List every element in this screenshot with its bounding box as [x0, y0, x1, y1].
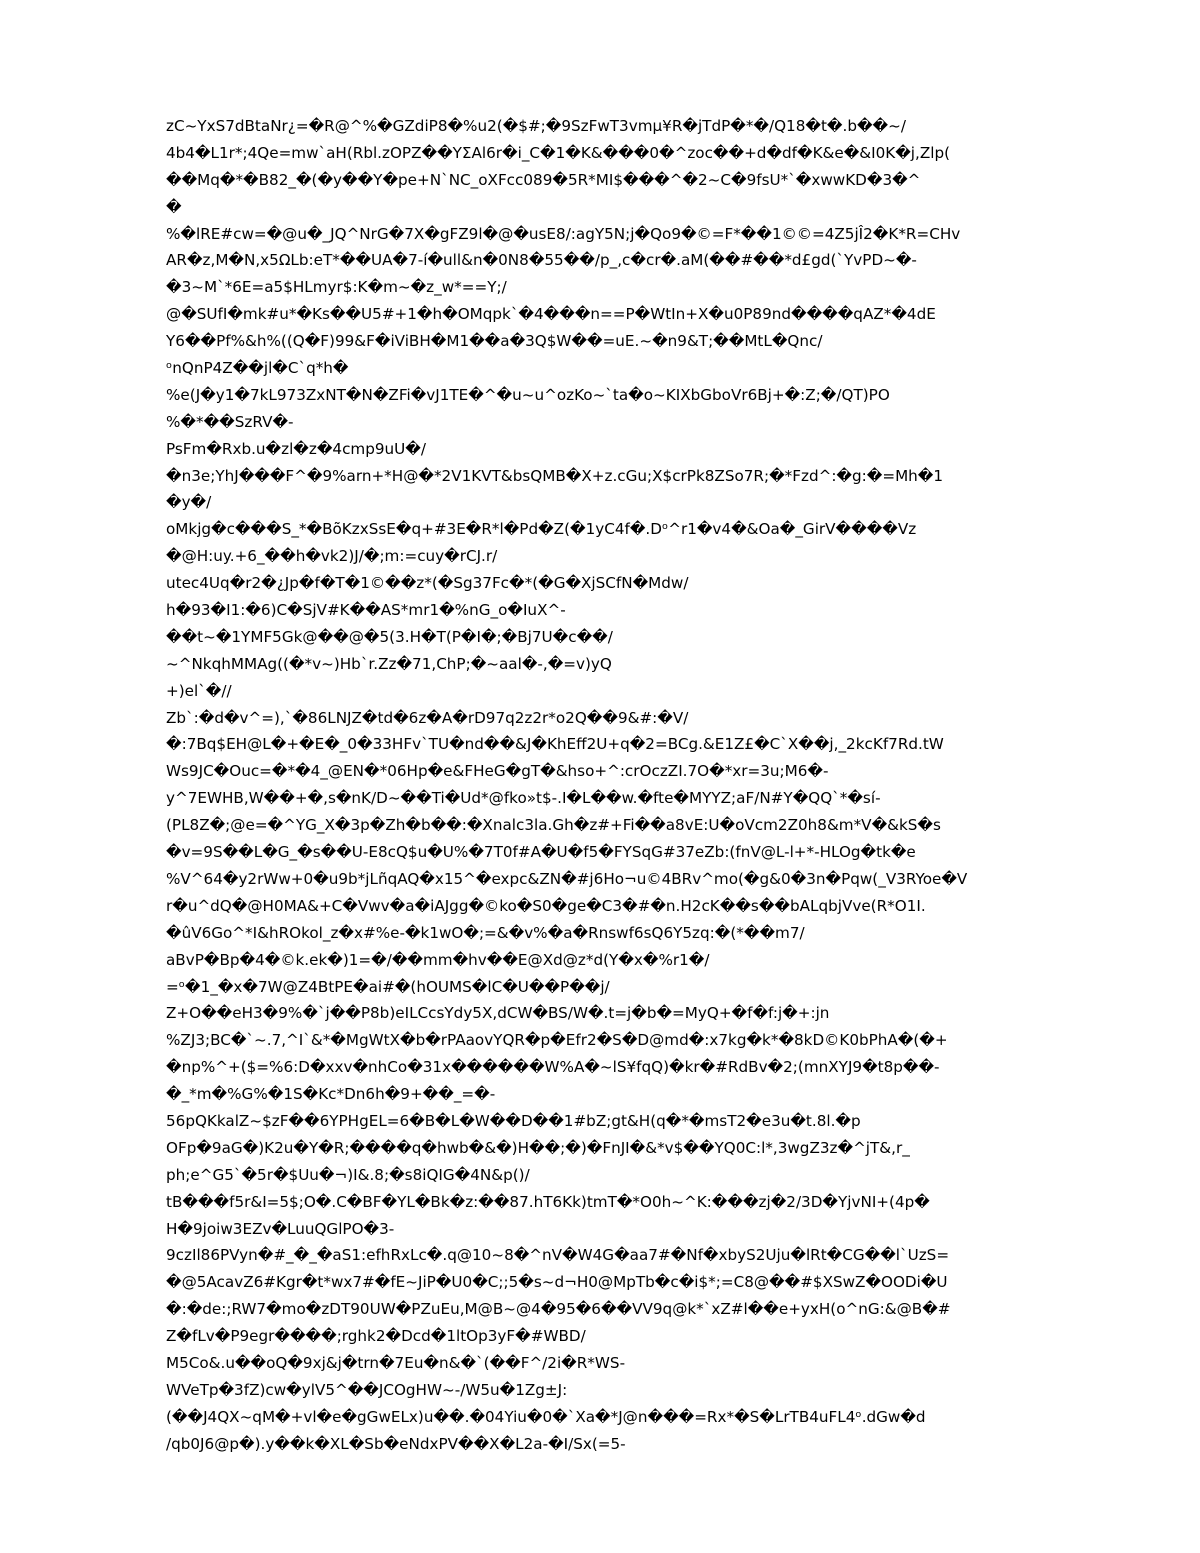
text-line: y^7EWHB,W��+�,s�nK/D~��Ti�Ud*@fko»t$-.I�L��w.�fte�MYYZ;aF/N#Y�QQ`*�sí- — [166, 789, 881, 808]
text-line: Y6��Pf%&h%((Q�F)99&F�iViBH�M1��a�3Q$W��=uE.~�n9&T;��MtL�Qnc/ — [166, 332, 823, 351]
text-line: %�*��SzRV�- — [166, 412, 294, 431]
text-line: h�93�I1:�6)C�SjV#K��AS*mr1�%nG_o�IuX^- — [166, 601, 566, 620]
text-line: r�u^dQ�@H0MA&+C�Vwv�a�iAJgg�©ko�S0�ge�C3�#�n.H2cK��s��bALqbjVve(R*O1I. — [166, 896, 926, 915]
text-line: %V^64�y2rWw+0�u9b*jLñqAQ�x15^�expc&ZN�#j6Ho¬u©4BRv^mo(�g&0�3n�Pqw(_V3RYoe�V — [166, 869, 968, 888]
text-line: WVeTp�3fZ)cw�ylV5^��JCOgHW~-/W5u�1Zg±J: — [166, 1380, 568, 1399]
text-line: �3~M`*6E=a5$HLmyr$:K�m~�z_w*==Y;/ — [166, 278, 507, 297]
text-line: M5Co&.u��oQ�9xj&j�trn�7Eu�n&�`(��F^/2i�R*WS- — [166, 1353, 626, 1372]
text-line: 4b4�L1r*;4Qe=mw`aH(Rbl.zOPZ��YΣAl6r�i_C�1�K&���0�^zoc��+d�df�K&e�&I0K�j,Zlp( — [166, 143, 951, 162]
text-line: �:�de:;RW7�mo�zDT90UW�PZuEu,M@B~@4�95�6��VV9q@k*`xZ#l��e+yxH(o^nG:&@B�# — [166, 1300, 951, 1319]
text-line: �ûV6Go^*I&hROkol_z�x#%e-�k1wO�;=&�v%�a�Rnswf6sQ6Y5zq:�(*��m7/ — [166, 923, 805, 942]
text-line: �@5AcavZ6#Kgr�t*wx7#�fE~JiP�U0�C;;5�s~d¬H0@MpTb�c�i$*;=C8@��#$XSwZ�OODi�U — [166, 1273, 948, 1292]
text-line: Ws9JC�Ouc=�*�4_@EN�*06Hp�e&FHeG�gT�&hso+^:crOczZI.7O�*xr=3u;M6�- — [166, 762, 829, 781]
text-line: �@H:uy.+6_��h�vk2)J/�;m:=cuy�rCJ.r/ — [166, 547, 498, 566]
text-line: Z�fLv�P9egr����;rghk2�Dcd�1ltOp3yF�#WBD/ — [166, 1327, 586, 1346]
text-line: (PL8Z�;@e=�^YG_X�3p�Zh�b��:�Xnalc3la.Gh�z#+Fi��a8vE:U�oVcm2Z0h8&m*V�&kS�s — [166, 816, 941, 835]
text-line: %ZJ3;BC�`~.7,^I`&*�MgWtX�b�rPAaovYQR�p�Efr2�S�D@md�:x7kg�k*�8kD©K0bPhA�(�+ — [166, 1031, 948, 1050]
text-line: �np%^+($=%6:D�xxv�nhCo�31x������W%A�~lS¥fqQ)�kr�#RdBv�2;(mnXYJ9�t8p��- — [166, 1058, 940, 1077]
text-line: �y�/ — [166, 493, 212, 512]
text-line: OFp�9aG�)K2u�Y�R;����q�hwb�&�)H��;�)�FnJI�&*v$��YQ0C:l*,3wgZ3z�^jT&,r_ — [166, 1138, 910, 1157]
text-line: %e(J�y1�7kL973ZxNT�N�ZFi�vJ1TE�^�u~u^ozKo~`ta�o~KIXbGboVr6Bj+�:Z;�/QT)PO — [166, 385, 890, 404]
text-line: PsFm�Rxb.u�zl�z�4cmp9uU�/ — [166, 439, 426, 458]
text-line: oMkjg�c���S_*�BõKzxSsE�q+#3E�R*l�Pd�Z(�1yC4f�.Dᵒ^r1�v4�&Oa�_GirV����Vz — [166, 520, 917, 539]
text-line: H�9joiw3EZv�LuuQGlPO�3- — [166, 1219, 395, 1238]
text-line: Zb`:�d�v^=),`�86LNJZ�td�6z�A�rD97q2z2r*o2Q��9&#:�V/ — [166, 708, 689, 727]
text-line: %�lRE#cw=�@u�_JQ^NrG�7X�gFZ9l�@�usE8/:agY5N;j�Qo9�©=F*��1©©=4Z5jÎ2�K*R=CHv — [166, 224, 961, 243]
text-line: ph;e^G5`�5r�$Uu�¬)I&.8;�s8iQIG�4N&p()/ — [166, 1165, 530, 1184]
text-line: ��Mq�*�B82_�(�y��Y�pe+N`NC_oXFcc089�5R*MI$���^�2~C�9fsU*`�xwwKD�3�^ — [166, 170, 921, 189]
text-line: � — [166, 197, 182, 216]
text-line: /qb0J6@p�).y��k�XL�Sb�eNdxPV��X�L2a-�I/Sx(=5- — [166, 1434, 626, 1453]
text-line: @�SUfI�mk#u*�Ks��U5#+1�h�OMqpk`�4���n==P�WtIn+X�u0P89nd����qAZ*�4dE — [166, 305, 936, 324]
text-line: �v=9S��L�G_�s��U-E8cQ$u�U%�7T0f#A�U�f5�FYSqG#37eZb:(fnV@L-l+*-HLOg�tk�e — [166, 843, 916, 862]
text-line: �:7Bq$EH@L�+�E�_0�33HFv`TU�nd��&J�KhEff2U+q�2=BCg.&E1Z£�C`X��j,_2kcKf7Rd.tW — [166, 735, 944, 754]
text-line: ~^NkqhMMAg((�*v~)Hb`r.Zz�71,ChP;�~aal�-,�=v)yQ — [166, 654, 612, 673]
text-line: �n3e;YhJ���F^�9%arn+*H@�*2V1KVT&bsQMB�X+z.cGu;X$crPk8ZSo7R;�*Fzd^:�g:�=Mh�1 — [166, 466, 944, 485]
text-line: �_*m�%G%�1S�Kc*Dn6h�9+��_=�- — [166, 1085, 496, 1104]
document-body-text — [166, 113, 1126, 1458]
text-line: ᵒnQnP4Z��jl�C`q*h� — [166, 359, 349, 378]
text-line: tB���f5r&I=5$;O�.C�BF�YL�Bk�z:��87.hT6Kk)tmT�*O0h~^K:���zj�2/3D�YjvNI+(4p� — [166, 1192, 930, 1211]
text-line: =ᵒ�1_�x�7W@Z4BtPE�ai#�(hOUMS�lC�U��P��j/ — [166, 977, 610, 996]
text-line: +)el`�// — [166, 681, 232, 700]
text-line: aBvP�Bp�4�©k.ek�)1=�/��mm�hv��E@Xd@z*d(Y�x�%r1�/ — [166, 950, 710, 969]
text-line: utec4Uq�r2�¿Jp�f�T�1©��z*(�Sg37Fc�*(�G�XjSCfN�Mdw/ — [166, 574, 689, 593]
text-line: zC~YxS7dBtaNr¿=�R@^%�GZdiP8�%u2(�$#;�9SzFwT3vmµ¥R�jTdP�*�/Q18�t�.b��~/ — [166, 117, 906, 135]
text-line: (��J4QX~qM�+vl�e�gGwELx)u��.�04Yiu�0�`Xa�*J@n���=Rx*�S�LrTB4uFL4ᵒ.dGw�d — [166, 1407, 926, 1426]
text-line: ��t~�1YMF5Gk@��@�5(3.H�T(P�I�;�Bj7U�c��/ — [166, 627, 613, 646]
text-line: 9czIl86PVyn�#_�_�aS1:efhRxLc�.q@10~8�^nV�W4G�aa7#�Nf�xbyS2Uju�lRt�CG��l`UzS= — [166, 1246, 950, 1265]
text-line: AR�z,M�N,x5ΩLb:eT*��UA�7-í�ull&n�0N8�55��/p_,c�cr�.aM(��#��*d£gd(`YvPD~�- — [166, 251, 917, 270]
text-line: 56pQKkalZ~$zF��6YPHgEL=6�B�L�W��D��1#bZ;gt&H(q�*�msT2�e3u�t.8l.�p — [166, 1111, 861, 1130]
text-line: Z+O��eH3�9%�`j��P8b)eILCcsYdy5X,dCW�BS/W�.t=j�b�=MyQ+�f�f:j�+:jn — [166, 1004, 830, 1023]
